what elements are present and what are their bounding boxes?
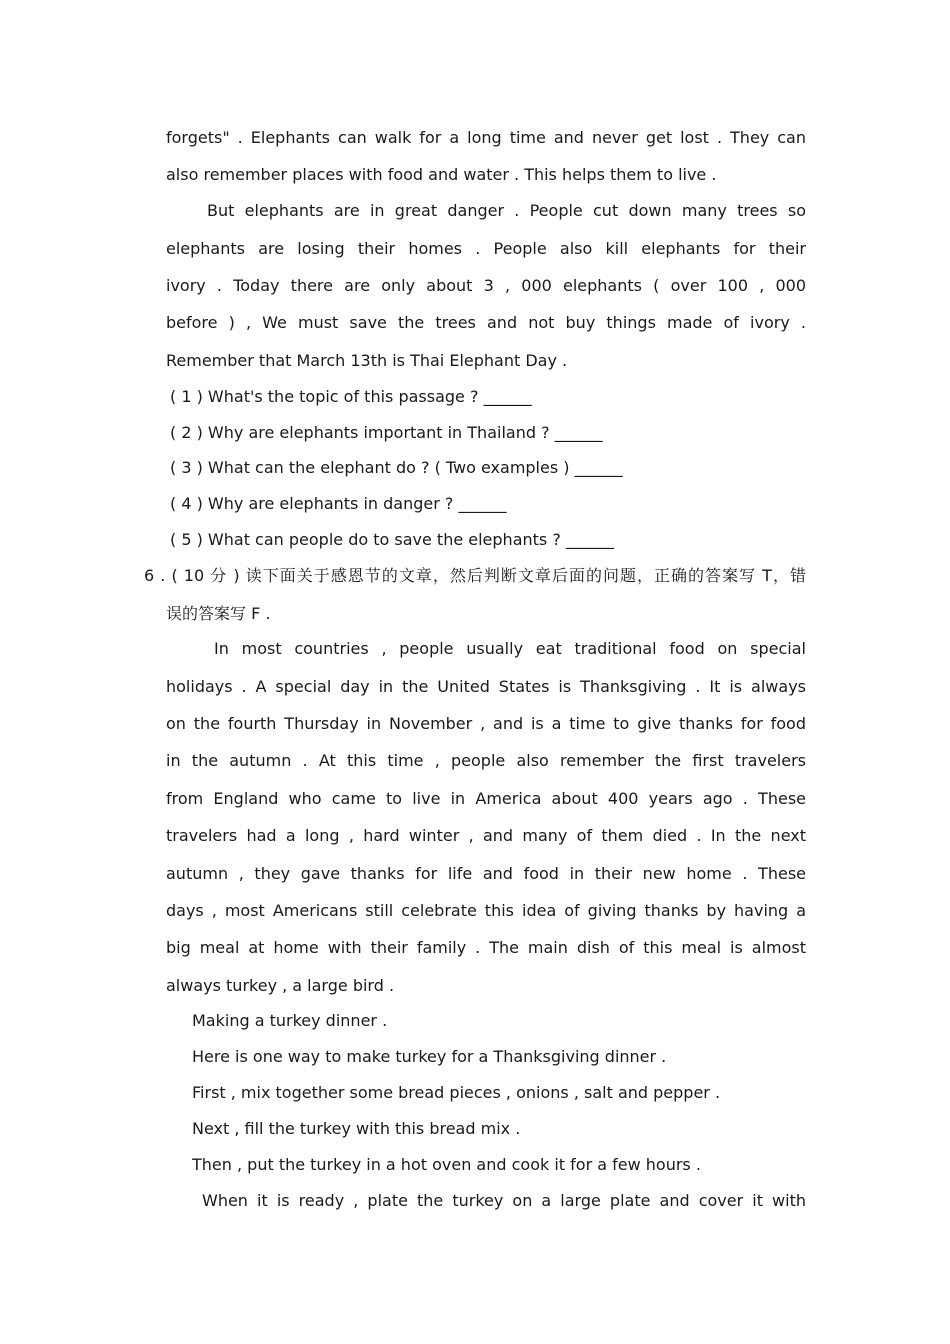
recipe-line-next: Next , fill the turkey with this bread mix . <box>192 1119 521 1138</box>
q6-para-line6: travelers had a long , hard winter , and many of them died . In the next <box>166 826 806 845</box>
passage5-para2-line3: ivory . Today there are only about 3 , 000 elephants ( over 100 , 000 <box>166 276 806 295</box>
question-1: ( 1 ) What's the topic of this passage ? ______ <box>170 387 532 406</box>
passage5-para1-line1: forgets" . Elephants can walk for a long time and never get lost . They can <box>166 128 806 147</box>
recipe-line-last: When it is ready , plate the turkey on a large plate and cover it with <box>202 1191 806 1210</box>
recipe-title: Making a turkey dinner . <box>192 1011 388 1030</box>
q6-para-line5: from England who came to live in America about 400 years ago . These <box>166 789 806 808</box>
recipe-line-intro: Here is one way to make turkey for a Thanksgiving dinner . <box>192 1047 667 1066</box>
question-5: ( 5 ) What can people do to save the elephants ? ______ <box>170 530 614 549</box>
question-2: ( 2 ) Why are elephants important in Thailand ? ______ <box>170 423 603 442</box>
q6-para-line9: big meal at home with their family . The main dish of this meal is almost <box>166 938 806 957</box>
q6-para-line8: days , most Americans still celebrate this idea of giving thanks by having a <box>166 901 806 920</box>
question-4: ( 4 ) Why are elephants in danger ? ______ <box>170 494 507 513</box>
q6-para-line10: always turkey , a large bird . <box>166 976 395 995</box>
passage5-para2-line2: elephants are losing their homes . People also kill elephants for their <box>166 239 806 258</box>
passage5-para2-line1: But elephants are in great danger . People cut down many trees so <box>207 201 806 220</box>
question6-header-cont: 误的答案写 F . <box>166 604 271 623</box>
passage5-para2-line4: before ) , We must save the trees and not buy things made of ivory . <box>166 313 806 332</box>
passage5-para1-line2: also remember places with food and water . This helps them to live . <box>166 165 717 184</box>
recipe-line-first: First , mix together some bread pieces , onions , salt and pepper . <box>192 1083 721 1102</box>
q6-para-line7: autumn , they gave thanks for life and food in their new home . These <box>166 864 806 883</box>
q6-para-line3: on the fourth Thursday in November , and is a time to give thanks for food <box>166 714 806 733</box>
question6-header: 6 . ( 10 分 ) 读下面关于感恩节的文章，然后判断文章后面的问题，正确的答案写 T，错 <box>144 566 806 585</box>
recipe-line-then: Then , put the turkey in a hot oven and cook it for a few hours . <box>192 1155 701 1174</box>
q6-para-line2: holidays . A special day in the United States is Thanksgiving . It is always <box>166 677 806 696</box>
question-3: ( 3 ) What can the elephant do ? ( Two examples ) ______ <box>170 458 623 477</box>
q6-para-line1: In most countries , people usually eat traditional food on special <box>214 639 806 658</box>
q6-para-line4: in the autumn . At this time , people also remember the first travelers <box>166 751 806 770</box>
passage5-para2-line5: Remember that March 13th is Thai Elephant Day . <box>166 351 568 370</box>
